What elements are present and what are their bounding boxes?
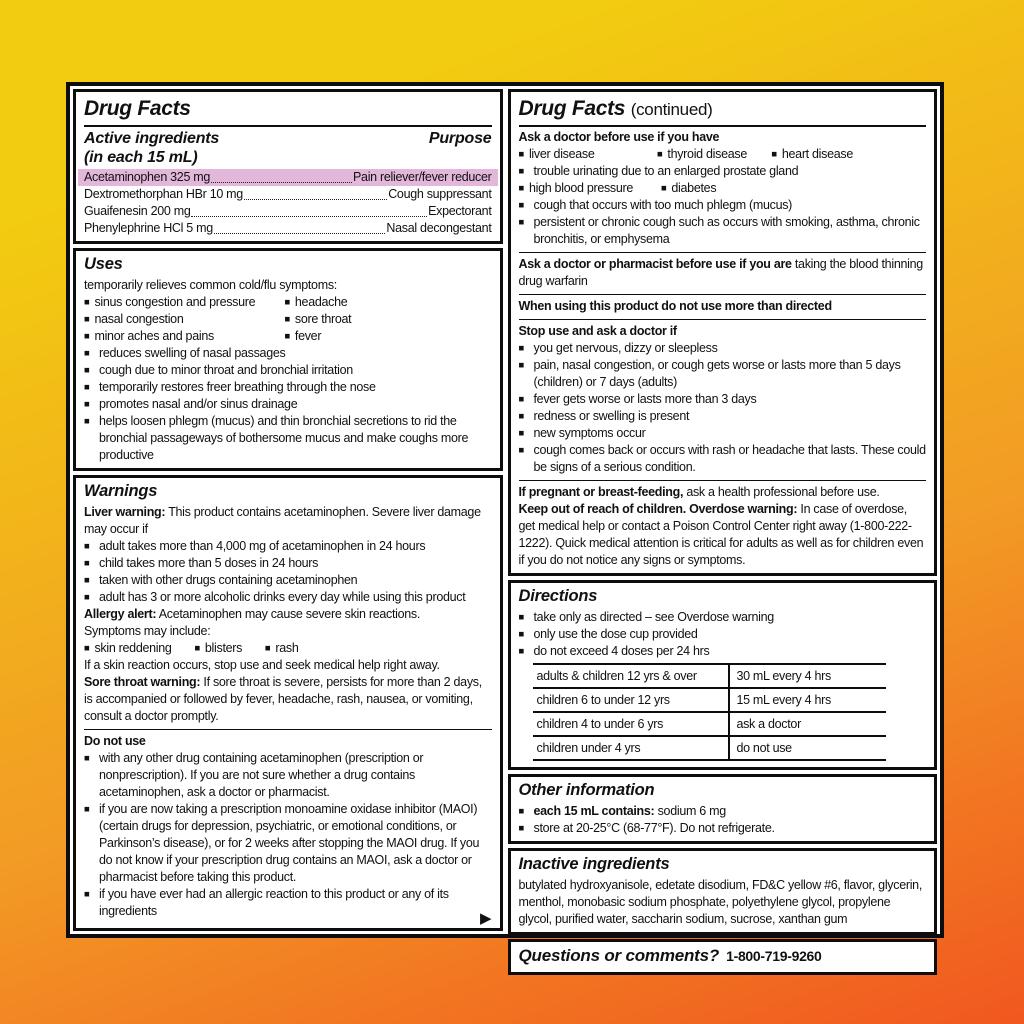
inactive-ingredients-title: Inactive ingredients <box>518 855 670 873</box>
directions-item: ■ take only as directed – see Overdose warning <box>518 610 774 624</box>
bullet-square-icon: ■ <box>518 823 524 834</box>
allergy-alert: Allergy alert: Acetaminophen may cause severe skin reactions. <box>84 607 421 621</box>
bullet-square-icon: ■ <box>264 643 271 654</box>
dosing-row <box>533 689 887 713</box>
bullet-square-icon: ■ <box>518 360 524 371</box>
bullet-square-icon: ■ <box>84 889 90 900</box>
ingredient-name: Acetaminophen 325 mg <box>84 170 211 184</box>
directions-section <box>508 580 938 770</box>
divider <box>519 125 927 127</box>
when-using-line: When using this product do not use more than directed <box>518 299 832 313</box>
liver-warning-item: ■ taken with other drugs containing acetaminophen <box>84 573 358 587</box>
ingredient-purpose: Expectorant <box>428 204 492 218</box>
left-column <box>73 89 503 931</box>
liver-warning-item: ■ child takes more than 5 doses in 24 hours <box>84 556 319 570</box>
uses-pair-row: ■ nasal congestion ■ sore throat <box>84 312 352 326</box>
continued-section <box>508 89 938 576</box>
bullet-square-icon: ■ <box>656 149 663 160</box>
ask-doctor-row: ■ high blood pressure ■ diabetes <box>518 181 717 195</box>
bullet-square-icon: ■ <box>518 612 524 623</box>
uses-item: ■ promotes nasal and/or sinus drainage <box>84 397 298 411</box>
stop-use-item: ■ fever gets worse or lasts more than 3 days <box>518 392 757 406</box>
ask-doctor-item: ■ cough that occurs with too much phlegm (mucus) <box>518 198 793 212</box>
stop-use-item: ■ you get nervous, dizzy or sleepless <box>518 341 718 355</box>
other-info-item: ■ store at 20-25°C (68-77°F). Do not refrigerate. <box>518 821 775 835</box>
dosing-dose: do not use <box>736 741 792 755</box>
bullet-square-icon: ■ <box>194 643 200 654</box>
other-information-section <box>508 774 938 844</box>
directions-item: ■ only use the dose cup provided <box>518 627 698 641</box>
uses-section <box>73 248 503 471</box>
bullet-square-icon: ■ <box>84 382 90 393</box>
bullet-square-icon: ■ <box>84 314 90 325</box>
bullet-square-icon: ■ <box>660 183 667 194</box>
divider <box>519 480 927 481</box>
ingredient-row <box>78 169 498 186</box>
stop-use-item: ■ new symptoms occur <box>518 426 646 440</box>
ask-doctor-item: ■ trouble urinating due to an enlarged prostate gland <box>518 164 799 178</box>
uses-intro: temporarily relieves common cold/flu symptoms: <box>84 278 337 292</box>
continue-arrow-icon: ▶ <box>479 910 492 927</box>
ask-doctor-row: ■ liver disease ■ thyroid disease ■ heart disease <box>518 147 854 161</box>
pharmacist-warning: Ask a doctor or pharmacist before use if you are taking the blood thinning drug warfarin <box>518 257 923 288</box>
right-column <box>508 89 938 965</box>
bullet-square-icon: ■ <box>518 149 524 160</box>
bullet-square-icon: ■ <box>518 445 524 456</box>
do-not-use-item: ■ with any other drug containing acetaminophen (prescription or nonprescription). If you are not sure whether a drug contains acetaminophen, ask a doctor or pharmacist. <box>84 751 424 799</box>
bullet-square-icon: ■ <box>84 331 90 342</box>
active-ingredients-title: Active ingredients <box>84 130 220 147</box>
active-ingredients-section <box>73 89 503 244</box>
bullet-square-icon: ■ <box>84 365 90 376</box>
ingredient-purpose: Nasal decongestant <box>386 221 492 235</box>
bullet-square-icon: ■ <box>84 416 90 427</box>
divider <box>519 294 927 295</box>
bullet-square-icon: ■ <box>518 806 524 817</box>
uses-list <box>84 345 492 464</box>
ingredient-purpose: Cough suppressant <box>388 187 492 201</box>
drug-facts-continued-title: Drug Facts (continued) <box>518 97 713 120</box>
bullet-square-icon: ■ <box>84 348 90 359</box>
purpose-label: Purpose <box>428 130 492 147</box>
bullet-square-icon: ■ <box>84 804 90 815</box>
dosing-dose: 30 mL every 4 hrs <box>736 669 831 683</box>
stop-use-item: ■ cough comes back or occurs with rash or headache that lasts. These could be signs of a serious condition. <box>518 443 926 474</box>
bullet-square-icon: ■ <box>518 411 524 422</box>
liver-warning-item: ■ adult takes more than 4,000 mg of acetaminophen in 24 hours <box>84 539 426 553</box>
dotted-leader <box>244 199 387 200</box>
drug-facts-title: Drug Facts <box>84 97 191 120</box>
uses-pair-row: ■ minor aches and pains ■ fever <box>84 329 322 343</box>
ingredient-name: Phenylephrine HCl 5 mg <box>84 221 213 235</box>
warnings-section <box>73 475 503 931</box>
dosing-row <box>533 665 887 689</box>
liver-warning-item: ■ adult has 3 or more alcoholic drinks every day while using this product <box>84 590 466 604</box>
liver-warning-list <box>84 538 492 606</box>
do-not-use-title: Do not use <box>84 734 146 748</box>
inactive-ingredients-section <box>508 848 938 935</box>
bullet-square-icon: ■ <box>84 558 90 569</box>
other-info-item: ■ each 15 mL contains: sodium 6 mg <box>518 804 726 818</box>
bullet-square-icon: ■ <box>84 399 90 410</box>
stop-use-title: Stop use and ask a doctor if <box>518 324 677 338</box>
uses-title: Uses <box>84 255 123 273</box>
symptoms-row: ■ skin reddening ■ blisters ■ rash <box>84 641 299 655</box>
pregnant-warning: If pregnant or breast-feeding, ask a health professional before use. <box>518 485 880 499</box>
stop-use-list <box>519 340 927 476</box>
dosing-age: adults & children 12 yrs & over <box>533 665 731 687</box>
uses-item: ■ reduces swelling of nasal passages <box>84 346 286 360</box>
questions-phone: 1-800-719-9260 <box>726 948 822 964</box>
bullet-square-icon: ■ <box>284 297 290 308</box>
directions-title: Directions <box>518 587 598 605</box>
dosing-age: children 6 to under 12 yrs <box>533 689 731 711</box>
dosing-dose: ask a doctor <box>736 717 801 731</box>
bullet-square-icon: ■ <box>518 166 524 177</box>
active-ingredients-subtitle: (in each 15 mL) <box>84 149 198 166</box>
dosing-age: children under 4 yrs <box>533 737 731 759</box>
bullet-square-icon: ■ <box>518 428 524 439</box>
uses-pair-row: ■ sinus congestion and pressure ■ headache <box>84 295 348 309</box>
ingredient-list <box>84 169 492 237</box>
bullet-square-icon: ■ <box>518 183 524 194</box>
do-not-use-list <box>84 750 492 920</box>
ask-doctor-item: ■ persistent or chronic cough such as occurs with smoking, asthma, chronic bronchitis, or emphysema <box>518 215 920 246</box>
directions-list <box>519 609 927 660</box>
other-information-title: Other information <box>518 781 655 799</box>
dosing-table <box>533 663 887 761</box>
uses-item: ■ cough due to minor throat and bronchial irritation <box>84 363 353 377</box>
symptoms-line: Symptoms may include: <box>84 624 211 638</box>
bullet-square-icon: ■ <box>518 343 524 354</box>
bullet-square-icon: ■ <box>284 314 290 325</box>
directions-item: ■ do not exceed 4 doses per 24 hrs <box>518 644 710 658</box>
bullet-square-icon: ■ <box>518 200 524 211</box>
bullet-square-icon: ■ <box>84 541 90 552</box>
bullet-square-icon: ■ <box>518 394 524 405</box>
bullet-square-icon: ■ <box>84 643 90 654</box>
ingredient-row <box>84 203 492 220</box>
stop-use-item: ■ pain, nasal congestion, or cough gets worse or lasts more than 5 days (children) or 7 days (adults) <box>518 358 901 389</box>
bullet-square-icon: ■ <box>771 149 777 160</box>
warnings-title: Warnings <box>84 482 158 500</box>
uses-item: ■ temporarily restores freer breathing through the nose <box>84 380 376 394</box>
ask-doctor-title: Ask a doctor before use if you have <box>518 130 720 144</box>
bullet-square-icon: ■ <box>284 331 290 342</box>
bullet-square-icon: ■ <box>518 646 524 657</box>
do-not-use-item: ■ if you have ever had an allergic reaction to this product or any of its ingredients <box>84 887 449 918</box>
bullet-square-icon: ■ <box>518 629 524 640</box>
divider <box>519 319 927 320</box>
dosing-age: children 4 to under 6 yrs <box>533 713 731 735</box>
uses-item: ■ helps loosen phlegm (mucus) and thin bronchial secretions to rid the bronchial passageways of bothersome mucus and make coughs more productive <box>84 414 469 462</box>
sore-throat-warning: Sore throat warning: If sore throat is severe, persists for more than 2 days, is accompanied or followed by fever, headache, rash, nausea, or vomiting, consult a doctor promptly. <box>84 675 482 723</box>
dotted-leader <box>214 233 386 234</box>
dosing-dose: 15 mL every 4 hrs <box>736 693 831 707</box>
ingredient-name: Dextromethorphan HBr 10 mg <box>84 187 243 201</box>
bullet-square-icon: ■ <box>84 575 90 586</box>
keep-out-warning: Keep out of reach of children. Overdose warning: In case of overdose, get medical help or contact a Poison Control Center right away (1-800-222-1222). Quick medical attention is critical for adults as well as for children even if you do not notice any signs or symptoms. <box>518 502 924 567</box>
bullet-square-icon: ■ <box>84 753 90 764</box>
questions-section <box>508 939 938 975</box>
ingredient-row <box>84 186 492 203</box>
divider <box>84 729 492 730</box>
active-ingredients-header <box>84 129 492 167</box>
do-not-use-item: ■ if you are now taking a prescription monoamine oxidase inhibitor (MAOI) (certain drugs for depression, psychiatric, or emotional conditions, or Parkinson’s disease), or for 2 weeks after stopping the MAOI drug. If you do not know if your prescription drug contains an MAOI, ask a doctor or pharmacist before taking this product. <box>84 802 480 884</box>
divider <box>84 125 492 127</box>
dotted-leader <box>191 216 427 217</box>
stop-use-item: ■ redness or swelling is present <box>518 409 690 423</box>
ingredient-row <box>84 220 492 237</box>
ingredient-name: Guaifenesin 200 mg <box>84 204 191 218</box>
drug-facts-label <box>66 82 944 965</box>
ingredient-purpose: Pain reliever/fever reducer <box>353 170 492 184</box>
liver-warning: Liver warning: This product contains acetaminophen. Severe liver damage may occur if <box>84 505 481 536</box>
skin-reaction-line: If a skin reaction occurs, stop use and seek medical help right away. <box>84 658 440 672</box>
questions-title: Questions or comments? <box>518 946 720 965</box>
dotted-leader <box>211 182 352 183</box>
dosing-row <box>533 713 887 737</box>
bullet-square-icon: ■ <box>84 297 90 308</box>
dosing-row <box>533 737 887 761</box>
bullet-square-icon: ■ <box>518 217 524 228</box>
bullet-square-icon: ■ <box>84 592 90 603</box>
inactive-ingredients-text: butylated hydroxyanisole, edetate disodium, FD&C yellow #6, flavor, glycerin, menthol, monobasic sodium phosphate, polyethylene glycol, propylene glycol, purified water, saccharin sodium, sucrose, xanthan gum <box>518 878 923 926</box>
divider <box>519 252 927 253</box>
